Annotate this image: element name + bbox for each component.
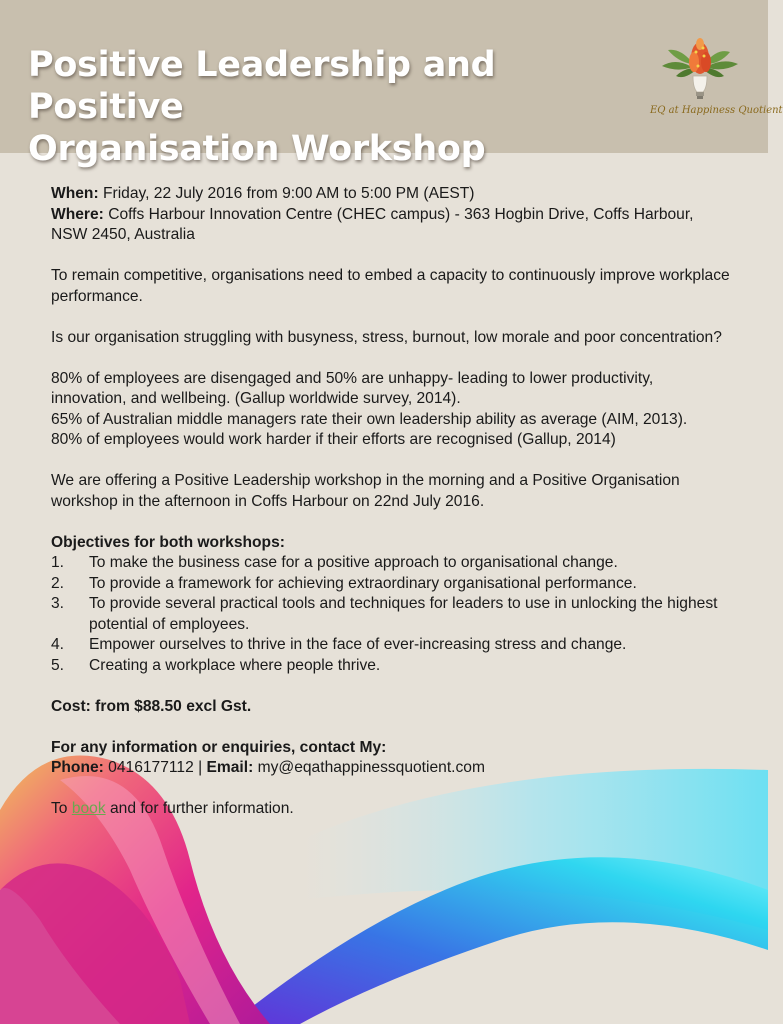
list-item [51,594,731,635]
list-item-number: 3. [51,595,65,612]
event-where [51,205,731,246]
stat-paragraph-2: 65% of Australian middle managers rate their own leadership ability as average (AIM, 2013). [51,410,688,428]
objectives-list [51,553,731,676]
list-item-number: 4. [51,636,65,653]
page-title [28,44,628,170]
question-paragraph: Is our organisation struggling with busyness, stress, burnout, low morale and poor concentration? [51,328,722,346]
list-item-number: 5. [51,656,65,674]
when-value: Friday, 22 July 2016 from 9:00 AM to 5:00 PM (AEST) [98,185,475,202]
list-item [51,635,731,656]
intro-paragraph: To remain competitive, organisations need to embed a capacity to continuously improve workplace performance. [51,267,730,305]
list-item-text: To provide several practical tools and techniques for leaders to use in unlocking the highest potential of employees. [89,595,718,633]
where-value: Coffs Harbour Innovation Centre (CHEC campus) - 363 Hogbin Drive, Coffs Harbour, NSW 2450, Australia [51,205,694,243]
list-item-number: 2. [51,574,65,592]
objectives-heading: Objectives for both workshops: [51,533,285,551]
list-item-text: To provide a framework for achieving extraordinary organisational performance. [89,574,637,592]
flower-lightbulb-icon [650,36,750,106]
offer-paragraph: We are offering a Positive Leadership workshop in the morning and a Positive Organisation workshop in the afternoon in Coffs Harbour on 22nd July 2016. [51,472,680,510]
contact-details [51,758,731,779]
main-content [51,184,731,840]
list-item [51,574,731,595]
when-label: When: [51,185,99,202]
list-item-number: 1. [51,554,65,571]
phone-label: Phone: [51,759,104,776]
title-line-1: Positive Leadership and Positive [28,45,496,127]
list-item-text: Creating a workplace where people thrive. [89,656,381,674]
list-item [51,553,731,574]
event-when [51,184,731,205]
list-item-text: To make the business case for a positive approach to organisational change. [89,554,618,571]
phone-value: 0416177112 | [103,759,207,776]
booking-suffix: and for further information. [105,800,294,817]
booking-prefix: To [51,800,72,817]
email-label: Email: [206,759,254,776]
stat-paragraph-3: 80% of employees would work harder if their efforts are recognised (Gallup, 2014) [51,431,616,448]
list-item-text: Empower ourselves to thrive in the face of ever-increasing stress and change. [89,636,627,653]
logo [650,36,783,122]
cost-text: Cost: from $88.50 excl Gst. [51,697,252,715]
list-item [51,656,731,677]
header-banner [0,0,783,169]
title-line-2: Organisation Workshop [28,129,486,169]
booking-line [51,799,731,820]
book-link[interactable]: book [71,800,106,817]
stat-paragraph-1: 80% of employees are disengaged and 50% are unhappy- leading to lower productivity, innovation, and wellbeing. (Gallup worldwide survey, 2014). [51,369,654,407]
email-value: my@eqathappinessquotient.com [253,759,485,776]
where-label: Where: [51,205,104,223]
logo-text: EQ at Happiness Quotient [650,105,783,116]
contact-heading: For any information or enquiries, contact My: [51,738,387,756]
